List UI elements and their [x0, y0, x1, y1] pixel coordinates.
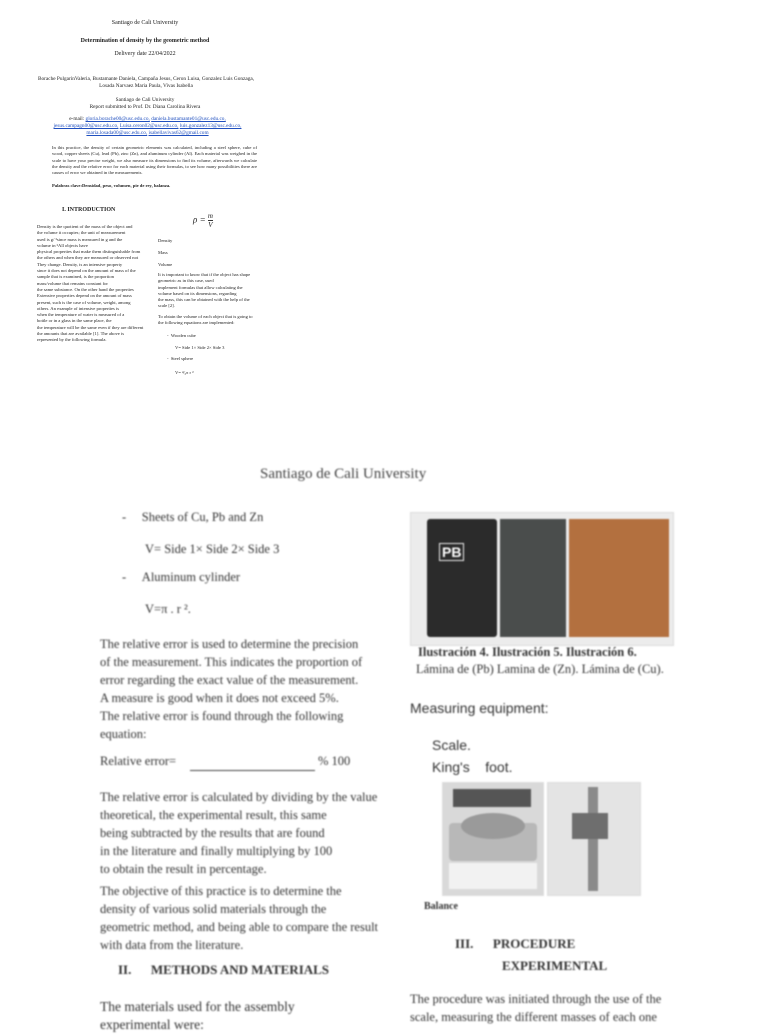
email-label: e-mail:	[69, 116, 85, 122]
intro-column	[37, 224, 145, 344]
text-line: The relative error is found through the following	[100, 709, 344, 723]
cylinder-formula: V=π . r ².	[145, 602, 191, 616]
bullet-label: Wooden cube	[170, 333, 196, 338]
text-line: the others and when they are measured or observed not	[37, 255, 139, 261]
text-line: physical properties that make them distinguishable from	[37, 249, 141, 255]
delivery-date: Delivery date 22/04/2022	[114, 51, 176, 57]
text-line: used is g/ ³since mass is measured in g and the	[37, 236, 123, 242]
text-line: To obtain the volume of each object that is going to	[158, 313, 253, 319]
relative-error-percent: % 100	[318, 754, 351, 768]
illustration-caption-2: Lámina de (Pb) Lamina de (Zn). Lámina de (Cu).	[416, 662, 664, 676]
procedure-paragraph	[410, 990, 690, 1026]
text-line: implement formulas that allow calculating the	[158, 284, 243, 290]
objective-paragraph	[100, 882, 380, 954]
materials-paragraph	[100, 998, 380, 1034]
caliper-photo	[547, 782, 641, 896]
section-procedure: III. PROCEDURE	[455, 936, 576, 951]
scale-top	[453, 789, 531, 807]
text-line: the same substance. On the other hand the properties	[37, 286, 134, 292]
formula-numerator: m	[207, 212, 213, 220]
text-line: The objective of this practice is to determine the	[100, 884, 342, 898]
legend-density: Density	[158, 238, 173, 243]
report-submitted: Report submitted to Prof. Dr. Diana Carolina Rivera	[89, 104, 201, 110]
bullet-sheets	[122, 508, 263, 526]
caliper-beam	[588, 787, 598, 891]
formula-rho: ρ =	[193, 214, 206, 225]
text-line: theoretical, the experimental result, this same	[100, 808, 327, 822]
text-line: equation:	[100, 727, 147, 741]
scale-base	[449, 863, 537, 889]
section-methods: II. METHODS AND MATERIALS	[118, 962, 330, 977]
text-line: being subtracted by the results that are found	[100, 826, 325, 840]
wooden-cube-formula: V= Side 1× Side 2× Side 3	[175, 345, 225, 350]
text-line: The procedure was initiated through the use of the	[410, 992, 662, 1006]
cu-sheet-image	[569, 519, 669, 637]
formula-fraction	[208, 212, 213, 229]
text-line: geometric as in this case, used	[158, 278, 214, 284]
steel-sphere-formula: V= ⁴⁄₃π r ³	[175, 370, 194, 375]
equipment-scale: Scale.	[432, 737, 471, 753]
email-link[interactable]: jesus.campagn00@usc.edu.co,	[53, 123, 119, 129]
text-line: Density is the quotient of the mass of the object and	[37, 224, 133, 229]
text-line: Extensive properties depend on the amount of mass	[37, 293, 132, 299]
text-line: in the literature and finally multiplying by 100	[100, 844, 333, 858]
section-procedure-2: EXPERIMENTAL	[502, 958, 608, 973]
pb-label: PB	[439, 543, 464, 561]
author-list: Borache PulgarinValeria, Bustamante Daniela, Campaña Jesus, Ceron Luisa, Gonzalez Luis Gonzaga, Losada Narvaez Maria Paula, Vivas Isabella	[37, 76, 255, 89]
bullet-cylinder	[122, 568, 240, 586]
zn-sheet-image	[500, 519, 566, 637]
sheets-photo	[410, 512, 674, 646]
text-line: of the measurement. This indicates the proportion of	[100, 655, 363, 669]
page-2-header: Santiago de Cali University	[260, 466, 427, 482]
text-line: the mass, this can be obtained with the help of the	[158, 297, 250, 303]
scale-plate	[461, 813, 525, 839]
text-line: They change. Density, is an intensive property	[37, 261, 123, 267]
text-line: with data from the literature.	[100, 938, 244, 952]
text-line: The materials used for the assembly	[100, 999, 295, 1014]
text-line: scale, measuring the different masses of each one	[410, 1010, 657, 1024]
text-line: the temperature will be the same even if they are different	[37, 324, 144, 330]
text-line: geometric method, and being able to compare the result	[100, 920, 379, 934]
bullet-dash: -	[122, 510, 142, 524]
bullet-label: Aluminum cylinder	[141, 570, 241, 584]
text-line: when the temperature of water is measured of a	[37, 312, 125, 318]
email-link[interactable]: luis.gonzalez13@usc.edu.co,	[179, 123, 242, 129]
text-line: bottle or in a glass in the same place, the	[37, 318, 112, 324]
sheets-formula: V= Side 1× Side 2× Side 3	[145, 542, 280, 556]
text-line: The relative error is used to determine the precision	[100, 637, 359, 651]
email-link[interactable]: maria.losada00@usc.edu.co,	[86, 130, 148, 136]
bullet-steel-sphere	[167, 356, 193, 362]
text-line: to obtain the result in percentage.	[100, 862, 267, 876]
text-line: the volume it occupies; the unit of measurement	[37, 230, 126, 236]
email-link[interactable]: daniela.bustamante01@usc.edu.co,	[151, 116, 226, 122]
caliper-jaw	[572, 813, 608, 839]
relative-error-label: Relative error=	[100, 754, 177, 768]
bullet-dash: -	[167, 356, 171, 361]
text-line: the amounts that are available [1]. The above is	[37, 331, 125, 337]
page-1-header: Santiago de Cali University	[111, 20, 179, 26]
paper-title: Determination of density by the geometric method	[80, 38, 210, 44]
density-formula	[193, 212, 213, 229]
legend-volume: Volume	[158, 262, 173, 267]
keywords: Palabras clave:Densidad, peso, volumen, pie de rey, balanza.	[52, 183, 171, 188]
text-line: volume in ³All objects have	[37, 242, 88, 248]
text-line: others. An example of intensive properties is	[37, 305, 120, 311]
bullet-wooden-cube	[167, 333, 196, 339]
bullet-dash: -	[167, 333, 171, 338]
text-line: error regarding the exact value of the measurement.	[100, 673, 359, 687]
text-line: A measure is good when it does not exceed 5%.	[100, 691, 339, 705]
legend-mass: Mass	[158, 250, 168, 255]
relative-error-fraction-bar	[190, 752, 315, 771]
text-line: density of various solid materials through the	[100, 902, 327, 916]
affiliation: Santiago de Cali University	[115, 97, 175, 103]
bullet-label: Sheets of Cu, Pb and Zn	[141, 510, 264, 524]
text-line: since it does not depend on the amount of mass of the	[37, 268, 136, 274]
text-line: volume based on its dimensions, regarding	[158, 290, 237, 296]
text-line: present, such is the case of volume, weight, among	[37, 299, 131, 305]
right-column	[158, 272, 262, 326]
balance-caption: Balance	[424, 901, 458, 912]
text-line: mass/volume that remains constant for	[37, 280, 108, 286]
calculation-paragraph	[100, 788, 380, 878]
email-link[interactable]: Luisa.ceron02@usc.edu.co,	[119, 123, 179, 129]
bullet-label: Steel sphere	[170, 356, 194, 361]
relative-error-paragraph	[100, 635, 380, 743]
formula-denominator: V	[208, 221, 213, 229]
bullet-dash: -	[122, 570, 142, 584]
email-link[interactable]: gloria.borache00@usc.edu.co,	[85, 116, 150, 122]
text-line: It is important to know that if the object has shape	[158, 272, 251, 277]
measuring-equipment-heading: Measuring equipment:	[410, 700, 549, 716]
email-link[interactable]: isabellavivas62@gmail.com	[148, 130, 209, 136]
pb-sheet-image	[427, 519, 497, 637]
text-line: scale [2].	[158, 303, 175, 309]
scale-photo	[442, 782, 544, 896]
email-block	[40, 116, 255, 137]
text-line: The relative error is calculated by dividing by the value	[100, 790, 378, 804]
text-line: the following equations are implemented:	[158, 320, 235, 326]
illustration-caption: Ilustración 4. Ilustración 5. Ilustración 6.	[418, 645, 637, 659]
abstract: In this practice, the density of certain geometric elements was calculated, including a steel sphere, cube of wood, copper sheets (Cu), lead (Pb), zinc (Zn), and aluminum cylinder (Al). Each material was weighed in the scale to have your precise weight, we also measure its dimensions to find its volume, afterwards we calculate the density and the relative error for each material using their formulas, to see how many possibilities there are causes of error we obtained in the measurements.	[52, 145, 257, 176]
text-line: experimental were:	[100, 1017, 204, 1032]
section-introduction: I. INTRODUCTION	[62, 207, 116, 213]
text-line: sample that is examined, is the proportion	[37, 274, 114, 280]
equipment-kings-foot: King's foot.	[432, 759, 513, 775]
text-line: represented by the following formula.	[37, 337, 107, 343]
